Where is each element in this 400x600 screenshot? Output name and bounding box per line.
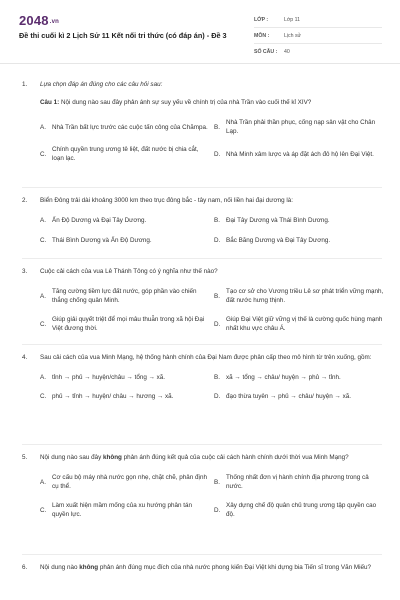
question-number: 3.	[22, 268, 28, 275]
option-letter: B.	[214, 123, 220, 131]
option-letter: C.	[40, 150, 47, 158]
option-letter: B.	[214, 292, 220, 300]
option-text: đạo thừa tuyên → phủ → châu/ huyện → xã.	[226, 393, 351, 400]
option-c[interactable]	[40, 501, 210, 519]
option-letter: A.	[40, 478, 46, 486]
option-letter: C.	[40, 506, 47, 514]
sub-question	[40, 98, 382, 107]
divider	[22, 554, 382, 555]
option-letter: D.	[214, 506, 221, 514]
option-text: phủ → tỉnh → huyện/ châu → hương → xã.	[52, 393, 174, 400]
option-letter: B.	[214, 478, 220, 486]
option-b[interactable]	[214, 216, 384, 225]
question-6	[22, 563, 382, 572]
meta-row-subject	[254, 28, 382, 44]
question-5	[22, 453, 382, 519]
option-text: tỉnh → phủ → huyện/châu → tổng → xã.	[52, 374, 166, 381]
option-letter: B.	[214, 217, 220, 224]
option-c[interactable]	[40, 236, 210, 245]
option-a[interactable]	[40, 118, 210, 136]
option-letter: D.	[214, 150, 221, 158]
option-d[interactable]	[214, 392, 384, 401]
meta-value: Lớp 11	[284, 16, 300, 23]
question-number: 1.	[22, 81, 28, 88]
option-text: Xây dựng chế độ quân chủ trung ương tập quyền cao độ.	[226, 502, 377, 518]
logo-text: 2048	[19, 13, 49, 28]
question-text-emphasis: không	[79, 564, 99, 571]
question-text-start: Nội dung nào sau đây	[40, 454, 104, 461]
document-meta	[254, 12, 382, 60]
meta-label: SỐ CÂU :	[254, 49, 278, 55]
option-letter: A.	[40, 292, 46, 300]
option-letter: D.	[214, 237, 221, 244]
option-d[interactable]	[214, 501, 384, 519]
meta-row-class	[254, 12, 382, 28]
question-text: Lựa chọn đáp án đúng cho các câu hỏi sau:	[40, 81, 163, 88]
question-text-emphasis: không	[103, 454, 122, 461]
option-text: Bắc Băng Dương và Đại Tây Dương.	[226, 237, 331, 244]
site-logo[interactable]	[19, 13, 59, 28]
options	[40, 373, 382, 401]
meta-value: Lịch sử	[284, 32, 302, 39]
option-letter: A.	[40, 374, 46, 381]
option-d[interactable]	[214, 315, 384, 333]
option-c[interactable]	[40, 392, 210, 401]
option-a[interactable]	[40, 373, 210, 382]
option-text: Nhà Trần bất lực trước các cuộc tấn công của Chămpa.	[52, 123, 208, 131]
meta-row-count	[254, 44, 382, 60]
option-letter: C.	[40, 237, 47, 244]
question-number: 6.	[22, 564, 28, 571]
question-number: 2.	[22, 197, 28, 204]
option-text: Ấn Độ Dương và Đại Tây Dương.	[52, 217, 147, 224]
option-b[interactable]	[214, 473, 384, 491]
option-d[interactable]	[214, 145, 384, 163]
option-text: Giúp Đại Việt giữ vững vị thế là cường quốc hùng mạnh nhất khu vực châu Á.	[226, 316, 383, 332]
question-number: 5.	[22, 454, 28, 461]
option-a[interactable]	[40, 473, 210, 491]
option-text: Nhà Trần phải thần phục, cống nạp sản vật cho Chân Lạp.	[226, 119, 376, 135]
question-text	[40, 563, 382, 572]
option-a[interactable]	[40, 287, 210, 305]
divider	[22, 187, 382, 188]
meta-label: LỚP :	[254, 16, 269, 23]
question-4	[22, 353, 382, 401]
options	[40, 118, 382, 163]
question-text	[40, 453, 382, 462]
option-a[interactable]	[40, 216, 210, 225]
option-b[interactable]	[214, 373, 384, 382]
option-letter: C.	[40, 320, 47, 328]
question-3	[22, 267, 382, 333]
option-letter: B.	[214, 374, 220, 381]
document-title: Đề thi cuối kì 2 Lịch Sử 11 Kết nối tri thức (có đáp án) - Đề 3	[19, 31, 227, 40]
option-letter: A.	[40, 217, 46, 224]
option-text: Tạo cơ sở cho Vương triều Lê sơ phát triển vững mạnh, đất nước hưng thịnh.	[226, 288, 384, 304]
option-text: Cơ cấu bộ máy nhà nước gọn nhẹ, chặt chẽ, phân định cụ thể.	[52, 474, 207, 490]
option-b[interactable]	[214, 118, 384, 136]
option-c[interactable]	[40, 315, 210, 333]
sub-question-label: Câu 1:	[40, 99, 60, 106]
option-b[interactable]	[214, 287, 384, 305]
question-text-end: phản ánh đúng kết quả của cuộc cải cách hành chính dưới thời vua Minh Mạng?	[121, 454, 349, 461]
question-text-start: Nội dung nào	[40, 564, 80, 571]
sub-question-text: Nội dung nào sau đây phản ánh sự suy yếu về chính trị của nhà Trần vào cuối thế kỉ XIV?	[61, 99, 312, 106]
option-text: Tăng cường tiềm lực đất nước, góp phần vào chiến thắng chống quân Minh.	[52, 288, 197, 304]
option-c[interactable]	[40, 145, 210, 163]
option-text: Giúp giải quyết triệt để mọi mâu thuẫn trong xã hội Đại Việt đương thời.	[52, 316, 205, 332]
option-text: xã → tổng → châu/ huyện → phủ → tỉnh.	[226, 374, 341, 381]
divider	[22, 344, 382, 345]
options	[40, 473, 382, 519]
option-text: Làm xuất hiện mầm mống của xu hướng phân tán quyền lực.	[52, 502, 192, 518]
meta-value: 40	[284, 49, 290, 55]
option-letter: D.	[214, 320, 221, 328]
option-text: Thái Bình Dương và Ấn Độ Dương.	[52, 237, 152, 244]
question-text: Biển Đông trải dài khoảng 3000 km theo trục đông bắc - tây nam, nối liền hai đại dương là:	[40, 197, 294, 204]
question-1	[22, 80, 382, 163]
option-d[interactable]	[214, 236, 384, 245]
question-text-end: phản ánh đúng mục đích của nhà nước phong kiến Đại Việt khi dựng bia Tiến sĩ trong Văn Miếu?	[98, 564, 371, 571]
option-letter: D.	[214, 393, 221, 400]
question-text: Cuộc cải cách của vua Lê Thánh Tông có ý nghĩa như thế nào?	[40, 268, 218, 275]
options	[40, 287, 382, 333]
logo-suffix: .vn	[49, 18, 60, 25]
option-text: Chính quyền trung ương tê liệt, đất nước bị chia cắt, loạn lạc.	[52, 146, 199, 162]
meta-label: MÔN :	[254, 32, 270, 39]
options	[40, 216, 382, 245]
question-2	[22, 196, 382, 245]
question-text: Sau cải cách của vua Minh Mạng, hệ thống hành chính của Đại Nam được phân cấp theo mô hình từ trên xuống, gồm:	[40, 354, 372, 361]
option-text: Thống nhất đơn vị hành chính địa phương trong cả nước.	[226, 474, 369, 490]
page-header	[0, 0, 400, 64]
question-number: 4.	[22, 354, 28, 361]
option-letter: A.	[40, 123, 46, 131]
divider	[22, 444, 382, 445]
divider	[22, 258, 382, 259]
option-letter: C.	[40, 393, 47, 400]
option-text: Đại Tây Dương và Thái Bình Dương.	[226, 217, 330, 224]
option-text: Nhà Minh xâm lược và áp đặt ách đô hộ lên Đại Việt.	[226, 150, 374, 158]
